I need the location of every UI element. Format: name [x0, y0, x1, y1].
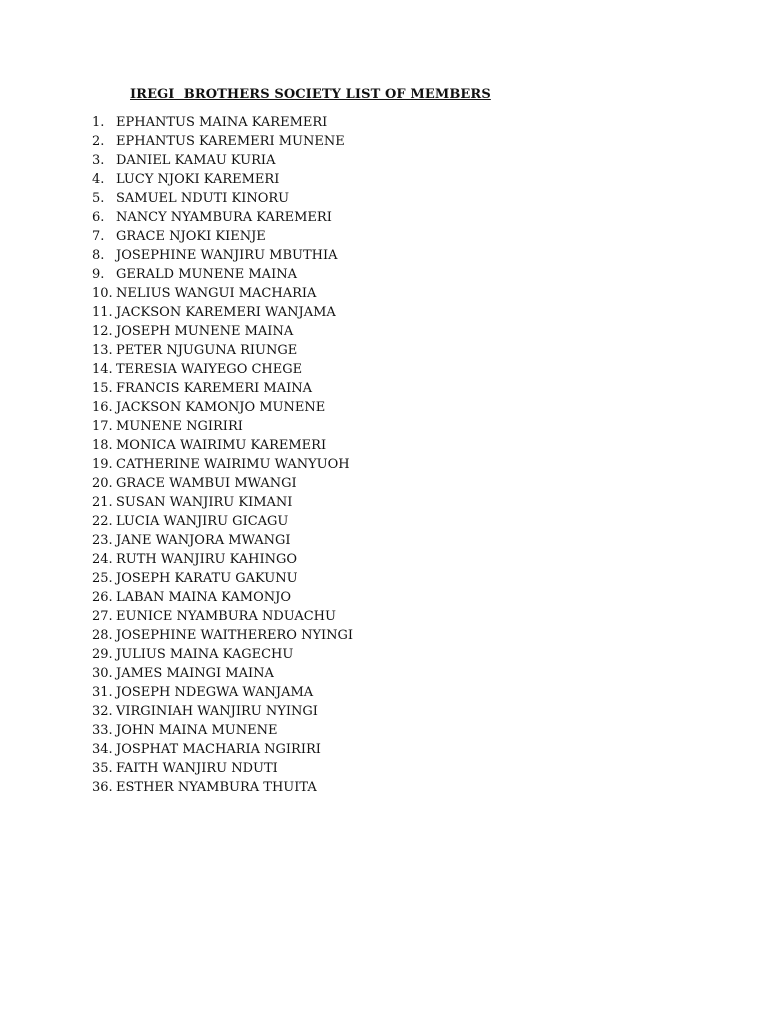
list-item: [92, 132, 353, 151]
list-item: [92, 113, 353, 132]
item-number: 8.: [92, 248, 105, 263]
member-name: JACKSON KAREMERI WANJAMA: [116, 305, 336, 320]
member-name: GRACE NJOKI KIENJE: [116, 229, 266, 244]
member-name: JOSEPHINE WANJIRU MBUTHIA: [116, 248, 338, 263]
item-number: 31.: [92, 685, 113, 700]
item-number: 15.: [92, 381, 113, 396]
list-item: [92, 208, 353, 227]
item-number: 20.: [92, 476, 113, 491]
list-item: [92, 645, 353, 664]
item-number: 19.: [92, 457, 113, 472]
member-name: JANE WANJORA MWANGI: [116, 533, 291, 548]
member-name: JOSEPH NDEGWA WANJAMA: [116, 685, 314, 700]
list-item: [92, 512, 353, 531]
list-item: [92, 588, 353, 607]
item-number: 30.: [92, 666, 113, 681]
member-name: TERESIA WAIYEGO CHEGE: [116, 362, 303, 377]
member-name: RUTH WANJIRU KAHINGO: [116, 552, 298, 567]
list-item: [92, 151, 353, 170]
list-item: [92, 455, 353, 474]
list-item: [92, 664, 353, 683]
item-number: 10.: [92, 286, 113, 301]
member-name: JOHN MAINA MUNENE: [116, 723, 278, 738]
item-number: 9.: [92, 267, 105, 282]
list-item: [92, 379, 353, 398]
item-number: 26.: [92, 590, 113, 605]
item-number: 24.: [92, 552, 113, 567]
member-name: GERALD MUNENE MAINA: [116, 267, 297, 282]
list-item: [92, 474, 353, 493]
list-item: [92, 341, 353, 360]
item-number: 7.: [92, 229, 105, 244]
member-name: VIRGINIAH WANJIRU NYINGI: [116, 704, 318, 719]
member-name: EUNICE NYAMBURA NDUACHU: [116, 609, 336, 624]
member-name: SUSAN WANJIRU KIMANI: [116, 495, 293, 510]
member-name: SAMUEL NDUTI KINORU: [116, 191, 290, 206]
list-item: [92, 398, 353, 417]
item-number: 17.: [92, 419, 113, 434]
item-number: 18.: [92, 438, 113, 453]
member-name: DANIEL KAMAU KURIA: [116, 153, 276, 168]
list-item: [92, 227, 353, 246]
list-item: [92, 493, 353, 512]
member-name: PETER NJUGUNA RIUNGE: [116, 343, 298, 358]
item-number: 1.: [92, 115, 105, 130]
list-item: [92, 436, 353, 455]
member-name: GRACE WAMBUI MWANGI: [116, 476, 297, 491]
member-name: JACKSON KAMONJO MUNENE: [116, 400, 326, 415]
item-number: 14.: [92, 362, 113, 377]
item-number: 29.: [92, 647, 113, 662]
item-number: 6.: [92, 210, 105, 225]
item-number: 4.: [92, 172, 105, 187]
list-item: [92, 303, 353, 322]
item-number: 32.: [92, 704, 113, 719]
list-item: [92, 569, 353, 588]
member-name: NANCY NYAMBURA KAREMERI: [116, 210, 332, 225]
list-item: [92, 759, 353, 778]
member-name: LABAN MAINA KAMONJO: [116, 590, 291, 605]
member-name: CATHERINE WAIRIMU WANYUOH: [116, 457, 350, 472]
list-item: [92, 360, 353, 379]
member-list: [92, 113, 353, 797]
list-item: [92, 417, 353, 436]
member-name: FRANCIS KAREMERI MAINA: [116, 381, 312, 396]
member-name: MONICA WAIRIMU KAREMERI: [116, 438, 327, 453]
list-item: [92, 683, 353, 702]
list-item: [92, 170, 353, 189]
member-name: JOSEPH MUNENE MAINA: [116, 324, 294, 339]
member-name: NELIUS WANGUI MACHARIA: [116, 286, 317, 301]
list-item: [92, 189, 353, 208]
member-name: LUCY NJOKI KAREMERI: [116, 172, 280, 187]
item-number: 3.: [92, 153, 105, 168]
list-item: [92, 265, 353, 284]
page-title: IREGI BROTHERS SOCIETY LIST OF MEMBERS: [130, 87, 491, 102]
list-item: [92, 607, 353, 626]
list-item: [92, 721, 353, 740]
list-item: [92, 284, 353, 303]
list-item: [92, 740, 353, 759]
item-number: 25.: [92, 571, 113, 586]
item-number: 21.: [92, 495, 113, 510]
item-number: 22.: [92, 514, 113, 529]
list-item: [92, 550, 353, 569]
list-item: [92, 626, 353, 645]
member-name: EPHANTUS KAREMERI MUNENE: [116, 134, 345, 149]
list-item: [92, 702, 353, 721]
item-number: 2.: [92, 134, 105, 149]
list-item: [92, 531, 353, 550]
member-name: JOSEPHINE WAITHERERO NYINGI: [116, 628, 354, 643]
item-number: 11.: [92, 305, 113, 320]
item-number: 13.: [92, 343, 113, 358]
member-name: MUNENE NGIRIRI: [116, 419, 243, 434]
item-number: 12.: [92, 324, 113, 339]
list-item: [92, 322, 353, 341]
item-number: 36.: [92, 780, 113, 795]
member-name: ESTHER NYAMBURA THUITA: [116, 780, 317, 795]
member-name: LUCIA WANJIRU GICAGU: [116, 514, 289, 529]
member-name: FAITH WANJIRU NDUTI: [116, 761, 278, 776]
member-name: JULIUS MAINA KAGECHU: [116, 647, 294, 662]
item-number: 35.: [92, 761, 113, 776]
list-item: [92, 778, 353, 797]
member-name: JOSPHAT MACHARIA NGIRIRI: [116, 742, 321, 757]
item-number: 27.: [92, 609, 113, 624]
item-number: 34.: [92, 742, 113, 757]
member-name: JAMES MAINGI MAINA: [116, 666, 274, 681]
item-number: 23.: [92, 533, 113, 548]
member-name: JOSEPH KARATU GAKUNU: [116, 571, 298, 586]
item-number: 33.: [92, 723, 113, 738]
member-name: EPHANTUS MAINA KAREMERI: [116, 115, 328, 130]
item-number: 5.: [92, 191, 105, 206]
item-number: 28.: [92, 628, 113, 643]
item-number: 16.: [92, 400, 113, 415]
list-item: [92, 246, 353, 265]
